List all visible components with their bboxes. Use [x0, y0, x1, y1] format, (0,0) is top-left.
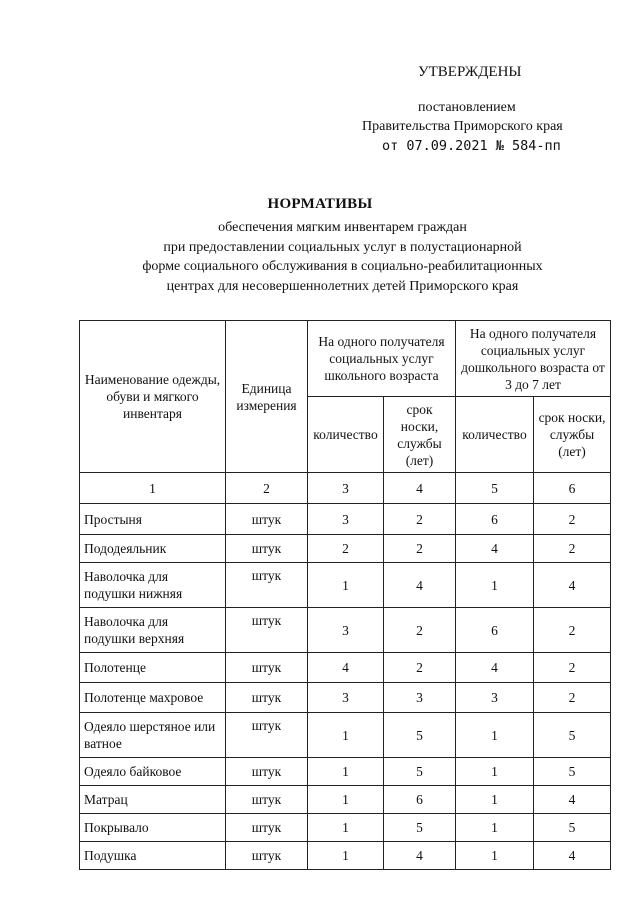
row-school-qty: 3	[308, 608, 384, 653]
row-school-qty: 1	[308, 814, 384, 842]
approval-line-3: от 07.09.2021 № 584-пп	[382, 138, 561, 154]
column-number: 4	[384, 473, 456, 504]
row-unit: штук	[226, 563, 308, 608]
table-row	[80, 786, 611, 814]
row-school-term: 5	[384, 758, 456, 786]
row-preschool-qty: 1	[456, 786, 534, 814]
row-preschool-qty: 4	[456, 535, 534, 563]
row-preschool-qty: 1	[456, 842, 534, 870]
row-school-term: 5	[384, 713, 456, 758]
row-school-term: 6	[384, 786, 456, 814]
header-group-preschool: На одного получателя социальных услуг дошкольного возраста от 3 до 7 лет	[456, 321, 611, 397]
approval-line-2: Правительства Приморского края	[362, 119, 563, 134]
subtitle-line: центрах для несовершеннолетних детей Приморского края	[166, 278, 519, 294]
row-name: Наволочка для подушки нижняя	[80, 563, 226, 608]
header-qty-preschool: количество	[456, 397, 534, 473]
row-preschool-qty: 3	[456, 683, 534, 713]
row-preschool-term: 2	[534, 683, 611, 713]
row-school-qty: 1	[308, 842, 384, 870]
row-school-term: 2	[384, 653, 456, 683]
table-row	[80, 563, 611, 608]
row-preschool-qty: 1	[456, 713, 534, 758]
row-unit: штук	[226, 683, 308, 713]
row-preschool-qty: 1	[456, 758, 534, 786]
row-name: Одеяло байковое	[80, 758, 226, 786]
subtitle-line: обеспечения мягким инвентарем граждан	[218, 220, 467, 235]
column-number: 3	[308, 473, 384, 504]
row-school-term: 2	[384, 608, 456, 653]
row-preschool-qty: 1	[456, 814, 534, 842]
table-row	[80, 504, 611, 535]
row-name: Полотенце	[80, 653, 226, 683]
row-name: Простыня	[80, 504, 226, 535]
row-school-term: 5	[384, 814, 456, 842]
row-unit: штук	[226, 786, 308, 814]
header-term-preschool: срок носки, службы (лет)	[534, 397, 611, 473]
row-unit: штук	[226, 535, 308, 563]
table-row	[80, 608, 611, 653]
row-name: Пододеяльник	[80, 535, 226, 563]
header-qty-school: количество	[308, 397, 384, 473]
row-school-term: 4	[384, 563, 456, 608]
table-row	[80, 653, 611, 683]
row-preschool-term: 2	[534, 608, 611, 653]
row-school-term: 3	[384, 683, 456, 713]
row-preschool-term: 2	[534, 504, 611, 535]
row-preschool-term: 2	[534, 653, 611, 683]
subtitle-line: при предоставлении социальных услуг в полустационарной	[163, 239, 522, 255]
row-school-qty: 1	[308, 713, 384, 758]
row-school-qty: 1	[308, 758, 384, 786]
row-preschool-term: 2	[534, 535, 611, 563]
row-unit: штук	[226, 713, 308, 758]
row-name: Матрац	[80, 786, 226, 814]
row-preschool-term: 5	[534, 758, 611, 786]
row-school-qty: 1	[308, 563, 384, 608]
row-unit: штук	[226, 758, 308, 786]
row-preschool-term: 5	[534, 713, 611, 758]
table-row	[80, 842, 611, 870]
row-name: Покрывало	[80, 814, 226, 842]
column-number: 5	[456, 473, 534, 504]
document-subtitle	[60, 218, 625, 296]
table-row	[80, 713, 611, 758]
norms-table	[79, 320, 611, 870]
row-preschool-term: 5	[534, 814, 611, 842]
table-row	[80, 535, 611, 563]
row-unit: штук	[226, 842, 308, 870]
header-name: Наименование одежды, обуви и мягкого инвентаря	[80, 321, 226, 473]
table-row	[80, 683, 611, 713]
row-preschool-qty: 1	[456, 563, 534, 608]
header-group-school: На одного получателя социальных услуг школьного возраста	[308, 321, 456, 397]
column-number: 1	[80, 473, 226, 504]
row-preschool-term: 4	[534, 563, 611, 608]
row-unit: штук	[226, 504, 308, 535]
row-preschool-term: 4	[534, 842, 611, 870]
column-number: 6	[534, 473, 611, 504]
row-unit: штук	[226, 814, 308, 842]
row-unit: штук	[226, 653, 308, 683]
row-unit: штук	[226, 608, 308, 653]
row-name: Полотенце махровое	[80, 683, 226, 713]
row-preschool-qty: 6	[456, 608, 534, 653]
approval-line-1: постановлением	[418, 100, 516, 115]
approval-title: УТВЕРЖДЕНЫ	[418, 64, 522, 80]
row-school-qty: 1	[308, 786, 384, 814]
header-term-school: срок носки, службы (лет)	[384, 397, 456, 473]
row-school-qty: 3	[308, 504, 384, 535]
row-preschool-qty: 4	[456, 653, 534, 683]
column-number: 2	[226, 473, 308, 504]
row-preschool-term: 4	[534, 786, 611, 814]
document-title: НОРМАТИВЫ	[267, 196, 373, 212]
row-school-qty: 2	[308, 535, 384, 563]
table-row	[80, 814, 611, 842]
subtitle-line: форме социального обслуживания в социально-реабилитационных	[142, 259, 543, 274]
row-school-qty: 3	[308, 683, 384, 713]
row-name: Подушка	[80, 842, 226, 870]
table-row	[80, 758, 611, 786]
row-school-term: 4	[384, 842, 456, 870]
row-school-qty: 4	[308, 653, 384, 683]
header-unit: Единица измерения	[226, 321, 308, 473]
row-school-term: 2	[384, 535, 456, 563]
row-school-term: 2	[384, 504, 456, 535]
row-name: Наволочка для подушки верхняя	[80, 608, 226, 653]
row-name: Одеяло шерстяное или ватное	[80, 713, 226, 758]
row-preschool-qty: 6	[456, 504, 534, 535]
